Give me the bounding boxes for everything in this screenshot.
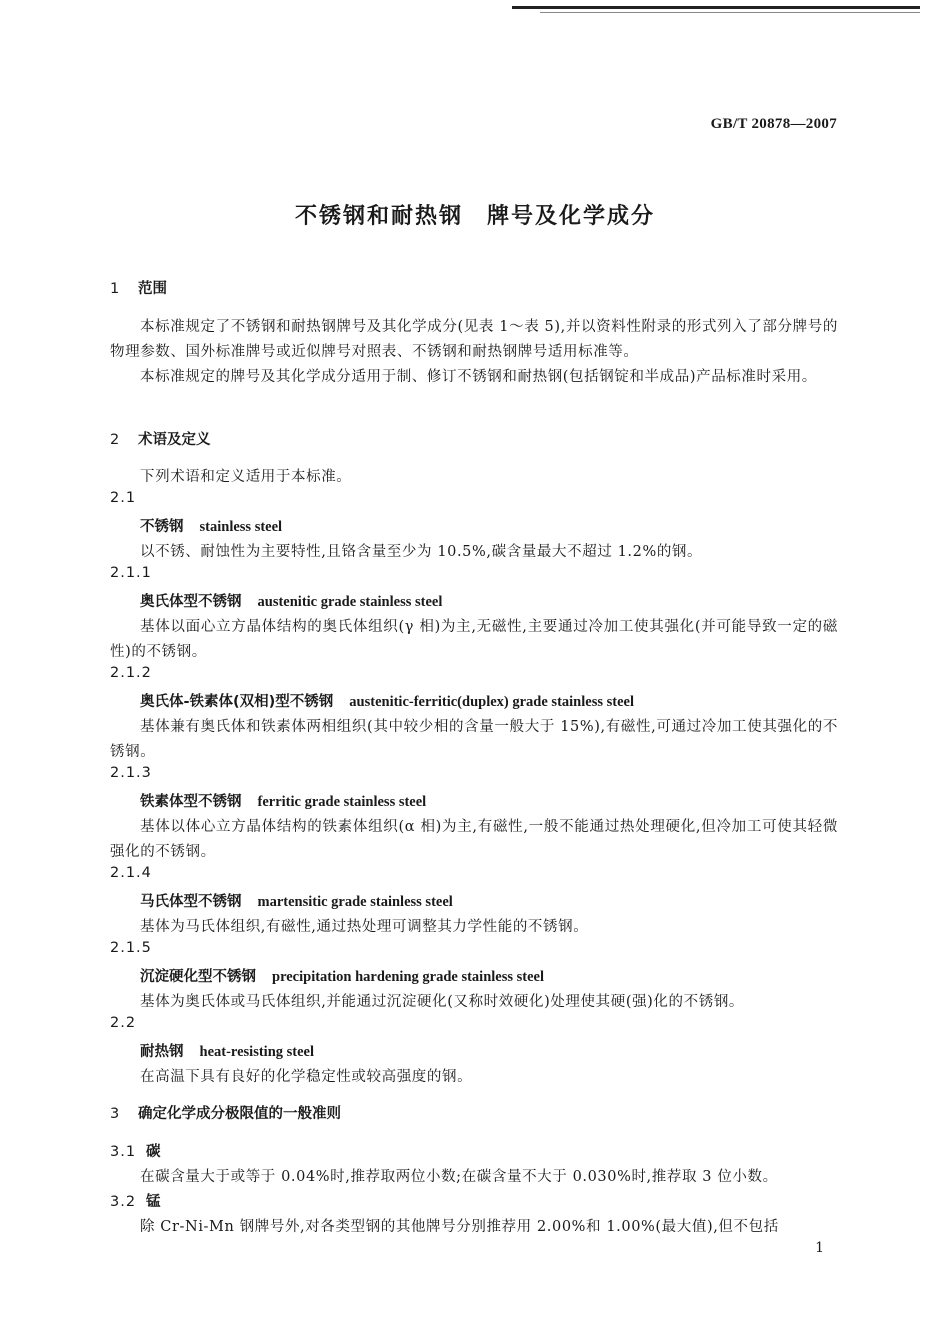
- term-2-1-4: [140, 890, 453, 911]
- term-english: ferritic grade stainless steel: [257, 794, 427, 810]
- term-chinese: 奥氏体型不锈钢: [140, 594, 242, 610]
- clause-number-2-1-2: 2.1.2: [110, 665, 152, 681]
- term-english: austenitic-ferritic(duplex) grade stainless steel: [349, 694, 634, 710]
- page-number: 1: [815, 1240, 824, 1256]
- section-title: 术语及定义: [138, 432, 211, 448]
- clause-number-2-1-4: 2.1.4: [110, 865, 152, 881]
- header-rule: [512, 6, 920, 9]
- term-english: stainless steel: [199, 519, 283, 535]
- section-number: 1: [110, 281, 120, 297]
- term-chinese: 铁素体型不锈钢: [140, 794, 242, 810]
- term-english: austenitic grade stainless steel: [257, 594, 443, 610]
- clause-3-1-heading: [110, 1140, 161, 1161]
- clause-title: 碳: [146, 1144, 161, 1160]
- clause-3-2-heading: [110, 1190, 161, 1211]
- definition-2-1-1: 基体以面心立方晶体结构的奥氏体组织(γ 相)为主,无磁性,主要通过冷加工使其强化(并可能导致一定的磁性)的不锈钢。: [110, 619, 838, 660]
- clause-number-2-1-3: 2.1.3: [110, 765, 152, 781]
- definition-2-1-4: 基体为马氏体组织,有磁性,通过热处理可调整其力学性能的不锈钢。: [140, 919, 589, 935]
- term-english: precipitation hardening grade stainless steel: [272, 969, 545, 985]
- section-number: 3: [110, 1106, 120, 1122]
- clause-3-1-text: 在碳含量大于或等于 0.04%时,推荐取两位小数;在碳含量不大于 0.030%时,推荐取 3 位小数。: [140, 1169, 778, 1185]
- term-chinese: 耐热钢: [140, 1044, 184, 1060]
- clause-number: 3.2: [110, 1194, 137, 1210]
- section-number: 2: [110, 432, 120, 448]
- clause-number-2-1-1: 2.1.1: [110, 565, 152, 581]
- term-chinese: 不锈钢: [140, 519, 184, 535]
- section-title: 范围: [138, 281, 167, 297]
- term-2-1-3: [140, 790, 426, 811]
- term-2-1-1: [140, 590, 442, 611]
- definition-2-2: 在高温下具有良好的化学稳定性或较高强度的钢。: [140, 1069, 473, 1085]
- section-2-intro: 下列术语和定义适用于本标准。: [140, 469, 352, 485]
- definition-2-1-3: 基体以体心立方晶体结构的铁素体组织(α 相)为主,有磁性,一般不能通过热处理硬化,但冷加工可使其轻微强化的不锈钢。: [110, 819, 838, 860]
- clause-number-2-1: 2.1: [110, 490, 137, 506]
- term-english: martensitic grade stainless steel: [257, 894, 453, 910]
- term-2-1-5: [140, 965, 544, 986]
- document-title: 不锈钢和耐热钢 牌号及化学成分: [294, 204, 655, 229]
- clause-number: 3.1: [110, 1144, 137, 1160]
- clause-3-2-text: 除 Cr-Ni-Mn 钢牌号外,对各类型钢的其他牌号分别推荐用 2.00%和 1.00%(最大值),但不包括: [140, 1219, 779, 1235]
- section-3-heading: [110, 1102, 341, 1123]
- section-title: 确定化学成分极限值的一般准则: [138, 1106, 341, 1122]
- term-chinese: 沉淀硬化型不锈钢: [140, 969, 256, 985]
- clause-title: 锰: [146, 1194, 161, 1210]
- section-1-paragraph-1: 本标准规定了不锈钢和耐热钢牌号及其化学成分(见表 1～表 5),并以资料性附录的形式列入了部分牌号的物理参数、国外标准牌号或近似牌号对照表、不锈钢和耐热钢牌号适用标准等。: [110, 319, 838, 360]
- definition-2-1-2: 基体兼有奥氏体和铁素体两相组织(其中较少相的含量一般大于 15%),有磁性,可通过冷加工使其强化的不锈钢。: [110, 719, 838, 760]
- term-english: heat-resisting steel: [199, 1044, 314, 1060]
- definition-2-1-5: 基体为奥氏体或马氏体组织,并能通过沉淀硬化(又称时效硬化)处理使其硬(强)化的不锈钢。: [140, 994, 745, 1010]
- clause-number-2-1-5: 2.1.5: [110, 940, 152, 956]
- term-2-1: [140, 515, 282, 536]
- standard-code: GB/T 20878—2007: [710, 116, 837, 132]
- section-1-paragraph-2: 本标准规定的牌号及其化学成分适用于制、修订不锈钢和耐热钢(包括钢锭和半成品)产品标准时采用。: [140, 369, 817, 385]
- section-1-heading: [110, 277, 167, 298]
- term-2-1-2: [140, 690, 634, 711]
- section-2-heading: [110, 428, 211, 449]
- header-rule-thin: [540, 12, 920, 13]
- term-2-2: [140, 1040, 314, 1061]
- clause-number-2-2: 2.2: [110, 1015, 137, 1031]
- term-chinese: 马氏体型不锈钢: [140, 894, 242, 910]
- definition-2-1: 以不锈、耐蚀性为主要特性,且铬含量至少为 10.5%,碳含量最大不超过 1.2%的钢。: [140, 544, 703, 560]
- term-chinese: 奥氏体-铁素体(双相)型不锈钢: [140, 694, 334, 710]
